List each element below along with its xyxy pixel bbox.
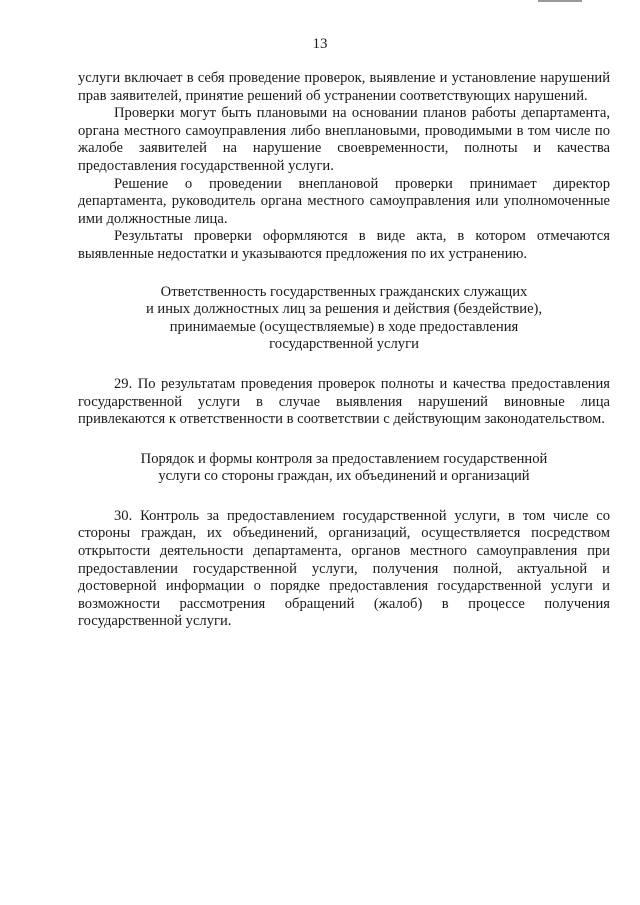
spacer	[78, 264, 610, 284]
heading-line: Порядок и формы контроля за предоставлением государственной	[140, 450, 548, 467]
paragraph-inspection-results: Результаты проверки оформляются в виде акта, в котором отмечаются выявленные недостатки и указываются предложения по их устранению.	[78, 228, 610, 262]
document-body	[78, 70, 610, 631]
heading-line: государственной услуги	[269, 336, 419, 353]
spacer	[78, 354, 610, 376]
scan-corner-mark	[538, 0, 582, 2]
page-number: 13	[312, 36, 328, 52]
heading-control	[78, 451, 610, 486]
heading-line: и иных должностных лиц за решения и действия (бездействие),	[145, 301, 543, 318]
spacer	[78, 429, 610, 451]
spacer	[78, 486, 610, 508]
paragraph-30: 30. Контроль за предоставлением государственной услуги, в том числе со стороны граждан, их объединений, организаций, осуществляется посредством открытости деятельности департамента, органов местного самоуправления при предоставлении государственной услуги, получения полной, актуальной и достоверной информации о порядке предоставления государственной услуги и возможности рассмотрения обращений (жалоб) в процессе получения государственной услуги.	[78, 507, 610, 630]
paragraph-inspections-types: Проверки могут быть плановыми на основании планов работы департамента, органа местного самоуправления либо внеплановыми, проводимыми в том числе по жалобе заявителей на нарушение своевременности, полноты и качества предоставления государственной услуги.	[78, 105, 610, 174]
paragraph-unscheduled-decision: Решение о проведении внеплановой проверки принимает директор департамента, руководитель органа местного самоуправления или уполномоченные ими должностные лица.	[78, 175, 610, 227]
heading-line: принимаемые (осуществляемые) в ходе предоставления	[169, 318, 519, 335]
heading-line: Ответственность государственных гражданских служащих	[160, 283, 528, 300]
heading-responsibility	[78, 284, 610, 354]
paragraph-continuation: услуги включает в себя проведение проверок, выявление и установление нарушений прав заявителей, принятие решений об устранении соответствующих нарушений.	[78, 70, 610, 104]
paragraph-29: 29. По результатам проведения проверок полноты и качества предоставления государственной услуги в случае выявления нарушений виновные лица привлекаются к ответственности в соответствии с действующим законодательством.	[78, 375, 610, 428]
heading-line: услуги со стороны граждан, их объединений и организаций	[158, 468, 530, 485]
